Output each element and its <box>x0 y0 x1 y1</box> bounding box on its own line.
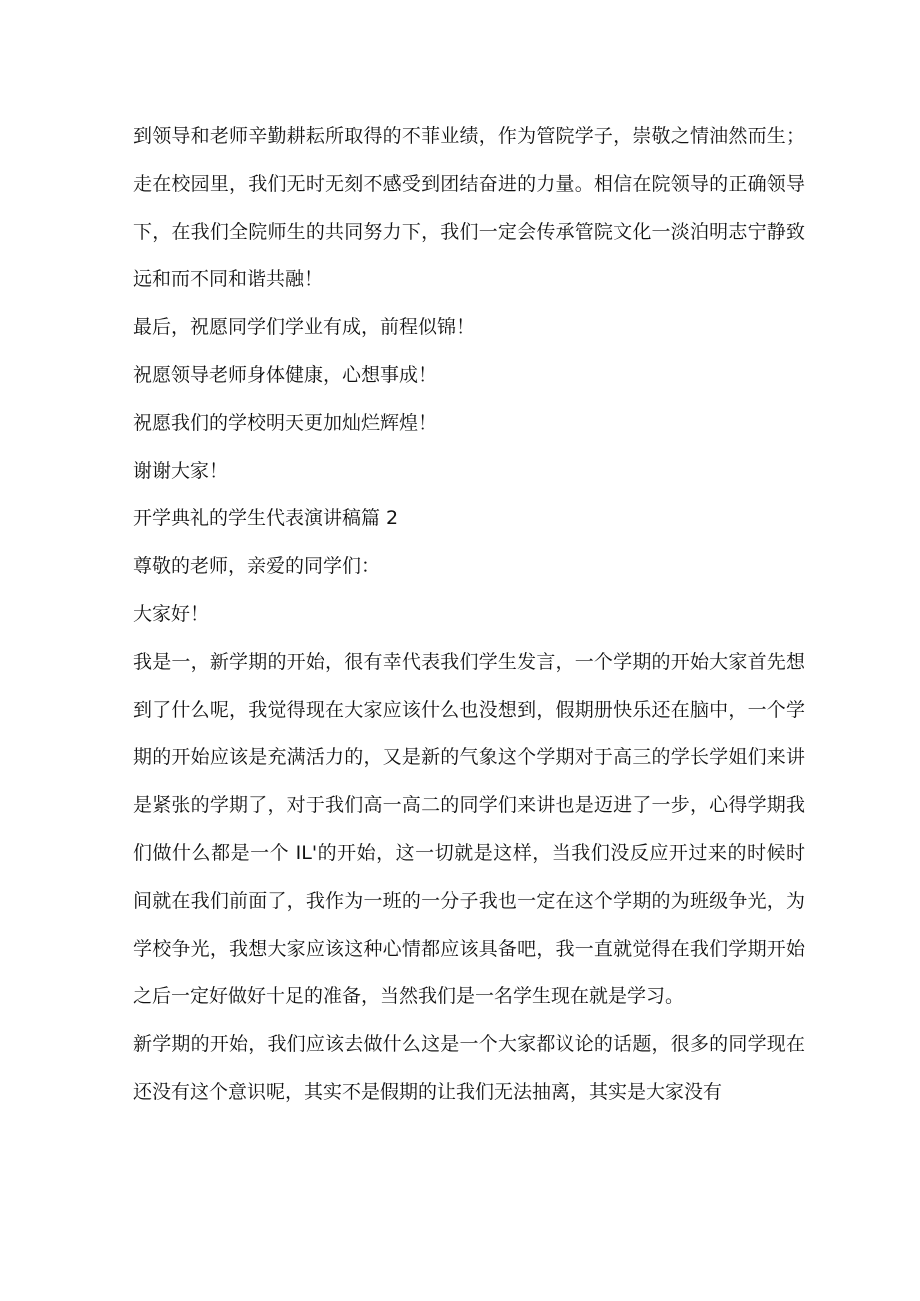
paragraph-wish-teachers: 祝愿领导老师身体健康，心想事成！ <box>133 363 438 386</box>
paragraph-body-2: 新学期的开始，我们应该去做什么这是一个大家都议论的话题，很多的同学现在还没有这个意识呢，其实不是假期的让我们无法抽离，其实是大家没有 <box>133 1033 805 1103</box>
paragraph-body-1: 我是一，新学期的开始，很有幸代表我们学生发言，一个学期的开始大家首先想到了什么呢，我觉得现在大家应该什么也没想到，假期册快乐还在脑中，一个学期的开始应该是充满活力的，又是新的气象这个学期对于高三的学长学姐们来讲是紧张的学期了，对于我们高一高二的同学们来讲也是迈进了一步，心得学期我们做什么都是一个 IL'的开始，这一切就是这样，当我们没反应开过来的时候时间就在我们前面了，我作为一班的一分子我也一定在这个学期的为班级争光，为学校争光，我想大家应该这种心情都应该具备吧，我一直就觉得在我们学期开始之后一定好做好十足的准备，当然我们是一名学生现在就是学习。 <box>133 650 805 1008</box>
paragraph-wish-students: 最后，祝愿同学们学业有成，前程似锦！ <box>133 316 476 339</box>
paragraph-greeting: 大家好！ <box>133 602 210 625</box>
document-body <box>133 113 805 1117</box>
section-title: 开学典礼的学生代表演讲稿篇 2 <box>133 507 399 530</box>
paragraph-wish-school: 祝愿我们的学校明天更加灿烂辉煌！ <box>133 411 438 434</box>
paragraph-thanks: 谢谢大家！ <box>133 459 229 482</box>
paragraph-salutation: 尊敬的老师，亲爱的同学们： <box>133 555 381 578</box>
paragraph-continuation: 到领导和老师辛勤耕耘所取得的不菲业绩，作为管院学子，崇敬之情油然而生；走在校园里，我们无时无刻不感受到团结奋进的力量。相信在院领导的正确领导下，在我们全院师生的共同努力下，我们一定会传承管院文化一淡泊明志宁静致远和而不同和谐共融！ <box>133 125 805 291</box>
